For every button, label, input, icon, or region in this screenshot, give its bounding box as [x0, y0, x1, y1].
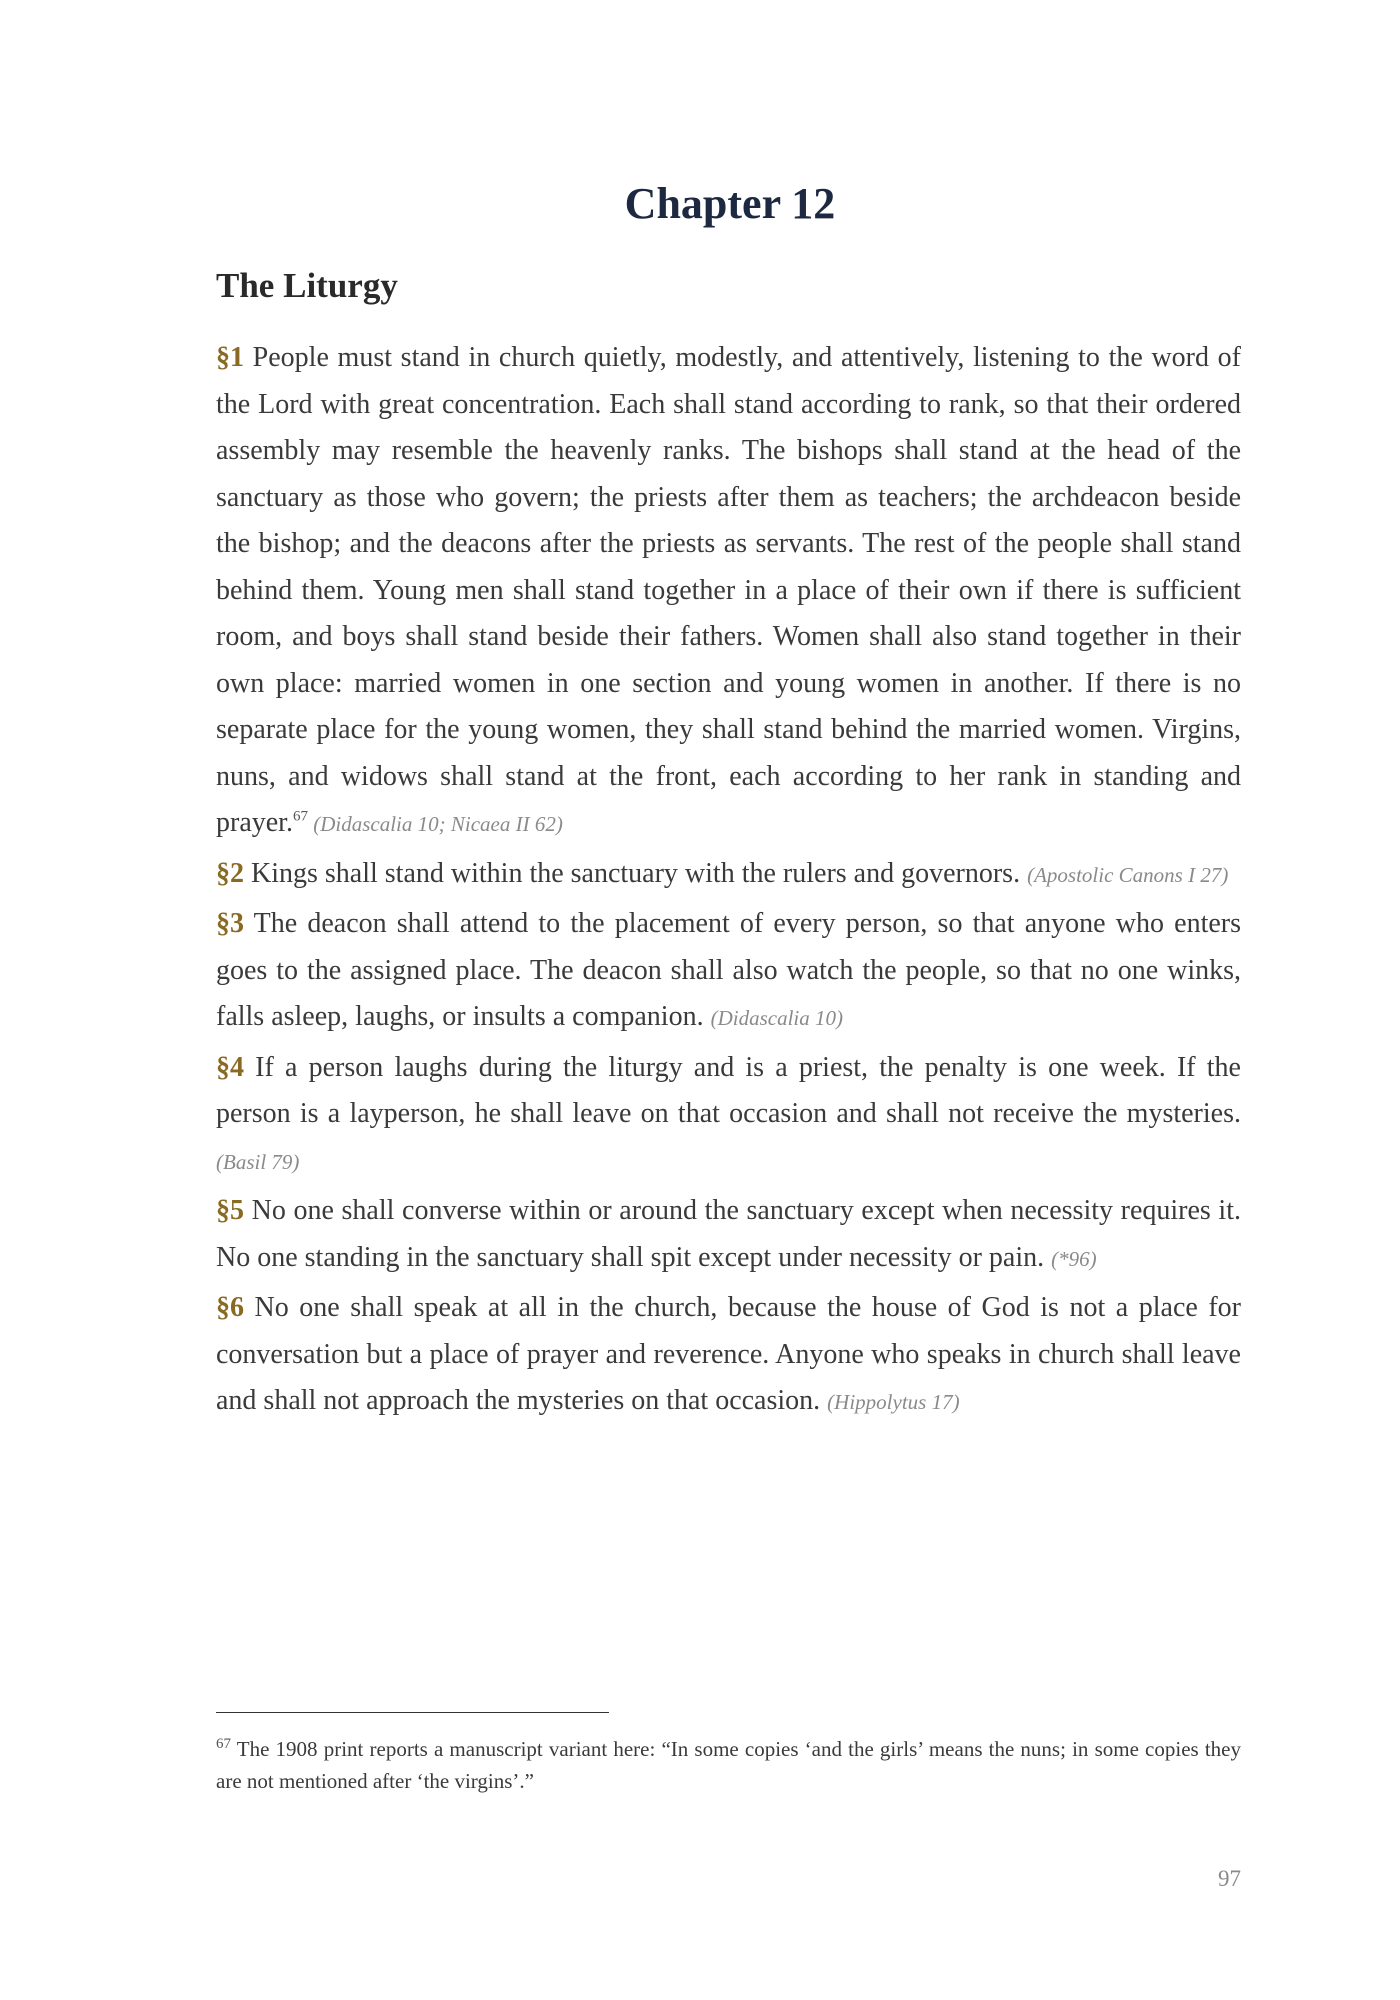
footnote-number: 67: [216, 1736, 231, 1752]
footnote-marker[interactable]: 67: [292, 808, 308, 825]
source-reference: (Didascalia 10): [710, 1006, 843, 1030]
footnote-divider: [216, 1712, 609, 1713]
paragraph-3: [216, 901, 1241, 1042]
paragraph-text: People must stand in church quietly, modestly, and attentively, listening to the word of the Lord with great concentration. Each shall stand according to rank, so that their ordered assembly may resemble the heavenly ranks. The bishops shall stand at the head of the sanctuary as those who govern; the priests after them as teachers; the archdeacon beside the bishop; and the deacons after the priests as servants. The rest of the people shall stand behind them. Young men shall stand together in a place of their own if there is sufficient room, and boys shall stand beside their fathers. Women shall also stand together in their own place: married women in one section and young women in another. If there is no separate place for the young women, they shall stand behind the married women. Virgins, nuns, and widows shall stand at the front, each according to her rank in standing and prayer.: [216, 342, 1241, 838]
paragraph-4: [216, 1045, 1241, 1186]
source-reference: (Hippolytus 17): [827, 1390, 960, 1414]
paragraph-1: [216, 335, 1241, 848]
paragraph-text: No one shall converse within or around the sanctuary except when necessity requires it. No one standing in the sanctuary shall spit except under necessity or pain.: [216, 1195, 1241, 1273]
paragraph-number: §4: [216, 1051, 244, 1083]
paragraph-text: No one shall speak at all in the church, because the house of God is not a place for conversation but a place of prayer and reverence. Anyone who speaks in church shall leave and shall not approach the mysteries on that occasion.: [216, 1292, 1241, 1416]
paragraph-number: §2: [216, 857, 244, 889]
section-title: The Liturgy: [216, 266, 398, 305]
paragraph-text: If a person laughs during the liturgy and is a priest, the penalty is one week. If the person is a layperson, he shall leave on that occasion and shall not receive the mysteries.: [216, 1051, 1241, 1129]
body-text: [216, 335, 1241, 1429]
chapter-title: Chapter 12: [624, 179, 836, 228]
paragraph-number: §3: [216, 908, 244, 939]
source-reference: (Didascalia 10; Nicaea II 62): [307, 812, 563, 836]
paragraph-number: §5: [216, 1195, 244, 1226]
paragraph-2: [216, 851, 1241, 899]
source-reference: (*96): [1051, 1246, 1097, 1271]
page-number: 97: [1218, 1866, 1241, 1891]
footnote: [216, 1733, 1241, 1797]
paragraph-6: [216, 1285, 1241, 1426]
paragraph-5: [216, 1188, 1241, 1282]
source-reference: (Basil 79): [216, 1149, 300, 1174]
paragraph-number: §1: [216, 342, 244, 373]
source-reference: (Apostolic Canons I 27): [1027, 862, 1229, 887]
footnote-text: The 1908 print reports a manuscript variant here: “In some copies ‘and the girls’ means the nuns; in some copies they are not mentioned after ‘the virgins’.”: [216, 1737, 1241, 1793]
paragraph-text: Kings shall stand within the sanctuary with the rulers and governors.: [244, 857, 1028, 889]
paragraph-text: The deacon shall attend to the placement of every person, so that anyone who enters goes to the assigned place. The deacon shall also watch the people, so that no one winks, falls asleep, laughs, or insults a companion.: [216, 908, 1241, 1032]
paragraph-number: §6: [216, 1292, 244, 1323]
